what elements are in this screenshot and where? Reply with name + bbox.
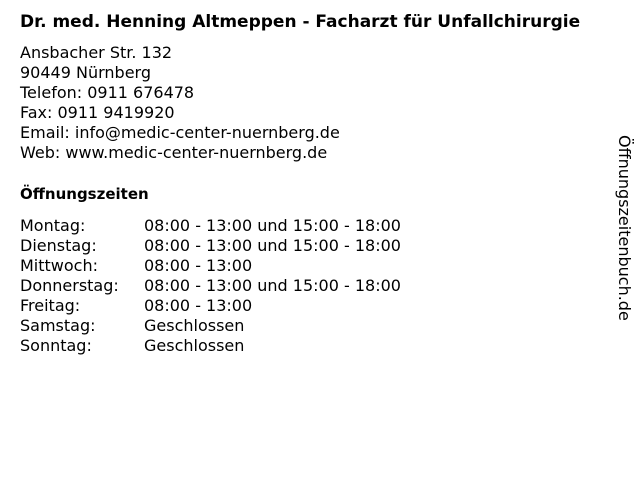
- hours-day: Mittwoch:: [20, 256, 98, 275]
- hours-time: 08:00 - 13:00: [144, 256, 253, 275]
- email: Email: info@medic-center-nuernberg.de: [20, 123, 340, 142]
- content: [20, 12, 620, 356]
- hours-time: 08:00 - 13:00 und 15:00 - 18:00: [144, 276, 401, 295]
- hours-day: Freitag:: [20, 296, 81, 315]
- page-title: Dr. med. Henning Altmeppen - Facharzt für Unfallchirurgie: [20, 12, 581, 32]
- street: Ansbacher Str. 132: [20, 43, 173, 62]
- address-block: [20, 43, 620, 163]
- hours-time: 08:00 - 13:00 und 15:00 - 18:00: [144, 216, 401, 235]
- hours-row-wednesday: [20, 256, 620, 276]
- brand-watermark: Öffnungszeitenbuch.de: [615, 135, 634, 321]
- hours-table: [20, 216, 620, 356]
- hours-row-monday: [20, 216, 620, 236]
- hours-time: 08:00 - 13:00: [144, 296, 253, 315]
- phone: Telefon: 0911 676478: [20, 83, 195, 102]
- hours-day: Dienstag:: [20, 236, 97, 255]
- hours-heading: Öffnungszeiten: [20, 185, 149, 203]
- hours-day: Samstag:: [20, 316, 96, 335]
- website: Web: www.medic-center-nuernberg.de: [20, 143, 328, 162]
- hours-row-saturday: [20, 316, 620, 336]
- hours-day: Donnerstag:: [20, 276, 119, 295]
- hours-day: Sonntag:: [20, 336, 92, 355]
- hours-time: Geschlossen: [144, 316, 245, 335]
- hours-row-friday: [20, 296, 620, 316]
- hours-row-sunday: [20, 336, 620, 356]
- hours-row-thursday: [20, 276, 620, 296]
- hours-time: 08:00 - 13:00 und 15:00 - 18:00: [144, 236, 401, 255]
- fax: Fax: 0911 9419920: [20, 103, 175, 122]
- hours-row-tuesday: [20, 236, 620, 256]
- city: 90449 Nürnberg: [20, 63, 151, 82]
- hours-time: Geschlossen: [144, 336, 245, 355]
- hours-day: Montag:: [20, 216, 86, 235]
